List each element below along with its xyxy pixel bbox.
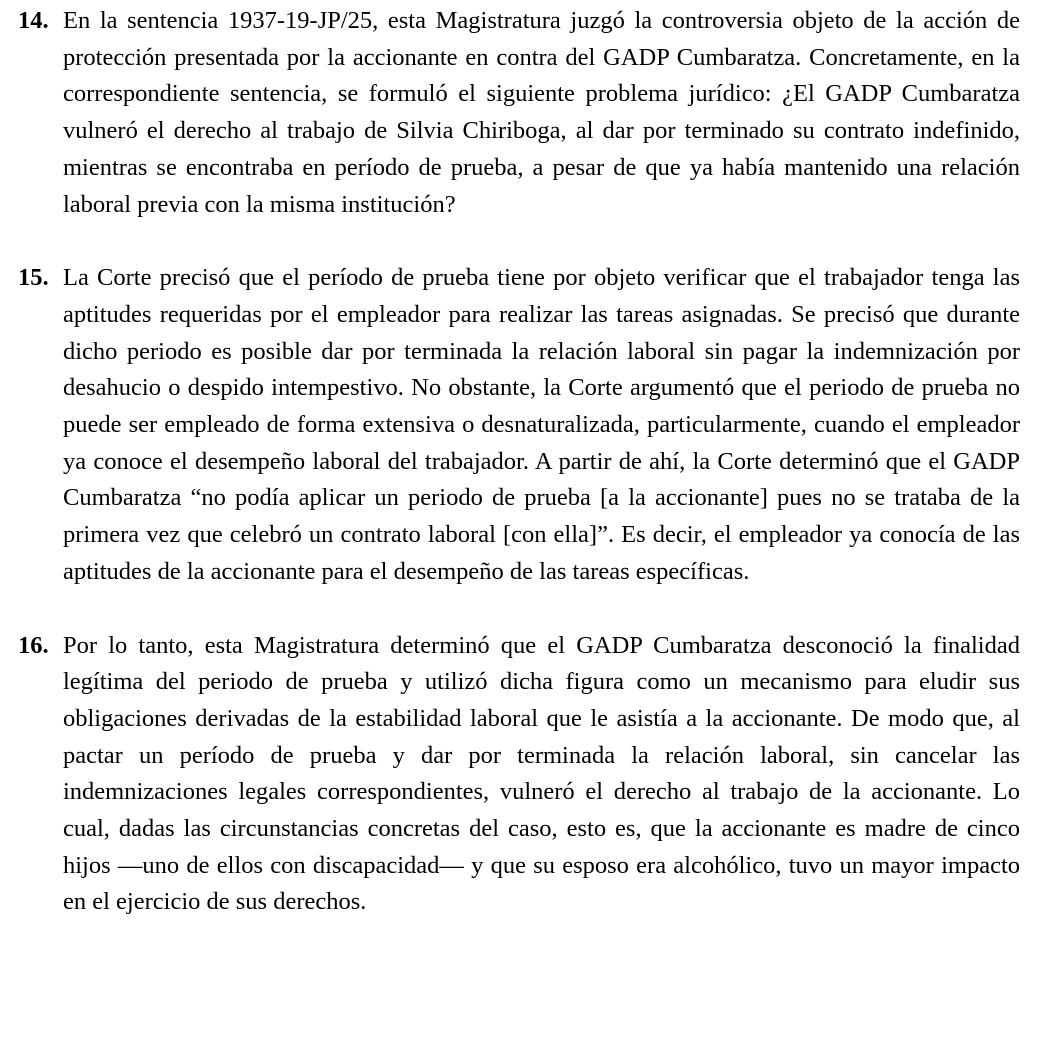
paragraph-text: La Corte precisó que el período de prueba tiene por objeto verificar que el trabajador tenga las aptitudes requeridas por el empleador para realizar las tareas asignadas. Se precisó que durante dicho periodo es posible dar por terminada la relación laboral sin pagar la indemnización por desahucio o despido intempestivo. No obstante, la Corte argumentó que el periodo de prueba no puede ser empleado de forma extensiva o desnaturalizada, particularmente, cuando el empleador ya conoce el desempeño laboral del trabajador. A partir de ahí, la Corte determinó que el GADP Cumbaratza “no podía aplicar un periodo de prueba [a la accionante] pues no se trataba de la primera vez que celebró un contrato laboral [con ella]”. Es decir, el empleador ya conocía de las aptitudes de la accionante para el desempeño de las tareas específicas. [63,264,1020,585]
paragraph-number: 16. [18,631,49,659]
paragraph-number: 14. [18,7,49,34]
paragraph-15 [18,260,1020,590]
paragraph-text: Por lo tanto, esta Magistratura determinó que el GADP Cumbaratza desconoció la finalidad legítima del periodo de prueba y utilizó dicha figura como un mecanismo para eludir sus obligaciones derivadas de la estabilidad laboral que le asistía a la accionante. De modo que, al pactar un período de prueba y dar por terminada la relación laboral, sin cancelar las indemnizaciones legales correspondientes, vulneró el derecho al trabajo de la accionante. Lo cual, dadas las circunstancias concretas del caso, esto es, que la accionante es madre de cinco hijos —uno de ellos con discapacidad— y que su esposo era alcohólico, tuvo un mayor impacto en el ejercicio de sus derechos. [63,631,1020,916]
paragraph-number: 15. [18,264,49,292]
paragraph-16 [18,628,1020,922]
paragraph-14 [18,3,1020,223]
paragraph-text: En la sentencia 1937-19-JP/25, esta Magistratura juzgó la controversia objeto de la acción de protección presentada por la accionante en contra del GADP Cumbaratza. Concretamente, en la correspondiente sentencia, se formuló el siguiente problema jurídico: ¿El GADP Cumbaratza vulneró el derecho al trabajo de Silvia Chiriboga, al dar por terminado su contrato indefinido, mientras se encontraba en período de prueba, a pesar de que ya había mantenido una relación laboral previa con la misma institución? [63,7,1020,218]
